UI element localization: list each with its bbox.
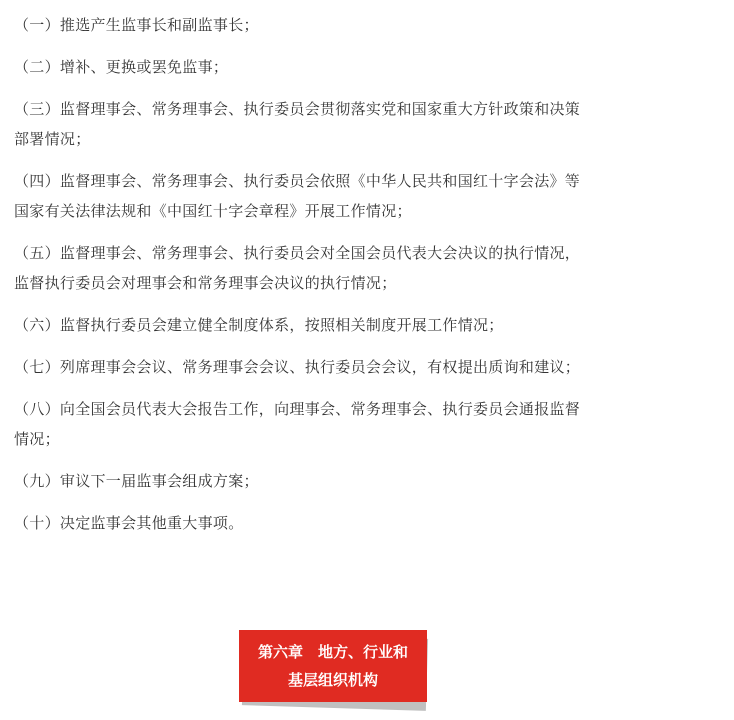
item-line: （十）决定监事会其他重大事项。 <box>14 514 244 532</box>
list-item <box>14 466 674 496</box>
item-line: （六）监督执行委员会建立健全制度体系，按照相关制度开展工作情况； <box>14 316 504 334</box>
list-item <box>14 10 674 40</box>
list-item <box>14 394 674 454</box>
item-line: （九）审议下一届监事会组成方案； <box>14 472 259 490</box>
list-item <box>14 52 674 82</box>
item-line: （七）列席理事会会议、常务理事会会议、执行委员会会议，有权提出质询和建议； <box>14 358 581 376</box>
item-line: 情况； <box>14 430 60 448</box>
list-item <box>14 94 674 154</box>
item-line: 部署情况； <box>14 130 91 148</box>
item-line: （八）向全国会员代表大会报告工作，向理事会、常务理事会、执行委员会通报监督 <box>14 400 581 418</box>
item-line: （一）推选产生监事长和副监事长； <box>14 16 259 34</box>
chapter-title-line-2: 基层组织机构 <box>287 671 378 689</box>
list-item <box>14 352 674 382</box>
item-line: 国家有关法律法规和《中国红十字会章程》开展工作情况； <box>14 202 412 220</box>
item-line: （四）监督理事会、常务理事会、执行委员会依照《中华人民共和国红十字会法》等 <box>14 172 581 190</box>
chapter-heading-banner <box>239 630 429 705</box>
list-item <box>14 166 674 226</box>
list-item <box>14 508 674 538</box>
item-line: 监督执行委员会对理事会和常务理事会决议的执行情况； <box>14 274 397 292</box>
item-line: （三）监督理事会、常务理事会、执行委员会贯彻落实党和国家重大方针政策和决策 <box>14 100 581 118</box>
article-body <box>14 10 674 550</box>
list-item <box>14 310 674 340</box>
item-line: （五）监督理事会、常务理事会、执行委员会对全国会员代表大会决议的执行情况， <box>14 244 581 262</box>
item-line: （二）增补、更换或罢免监事； <box>14 58 229 76</box>
chapter-title-line-1: 第六章 地方、行业和 <box>257 643 408 661</box>
list-item <box>14 238 674 298</box>
chapter-title <box>239 630 427 702</box>
